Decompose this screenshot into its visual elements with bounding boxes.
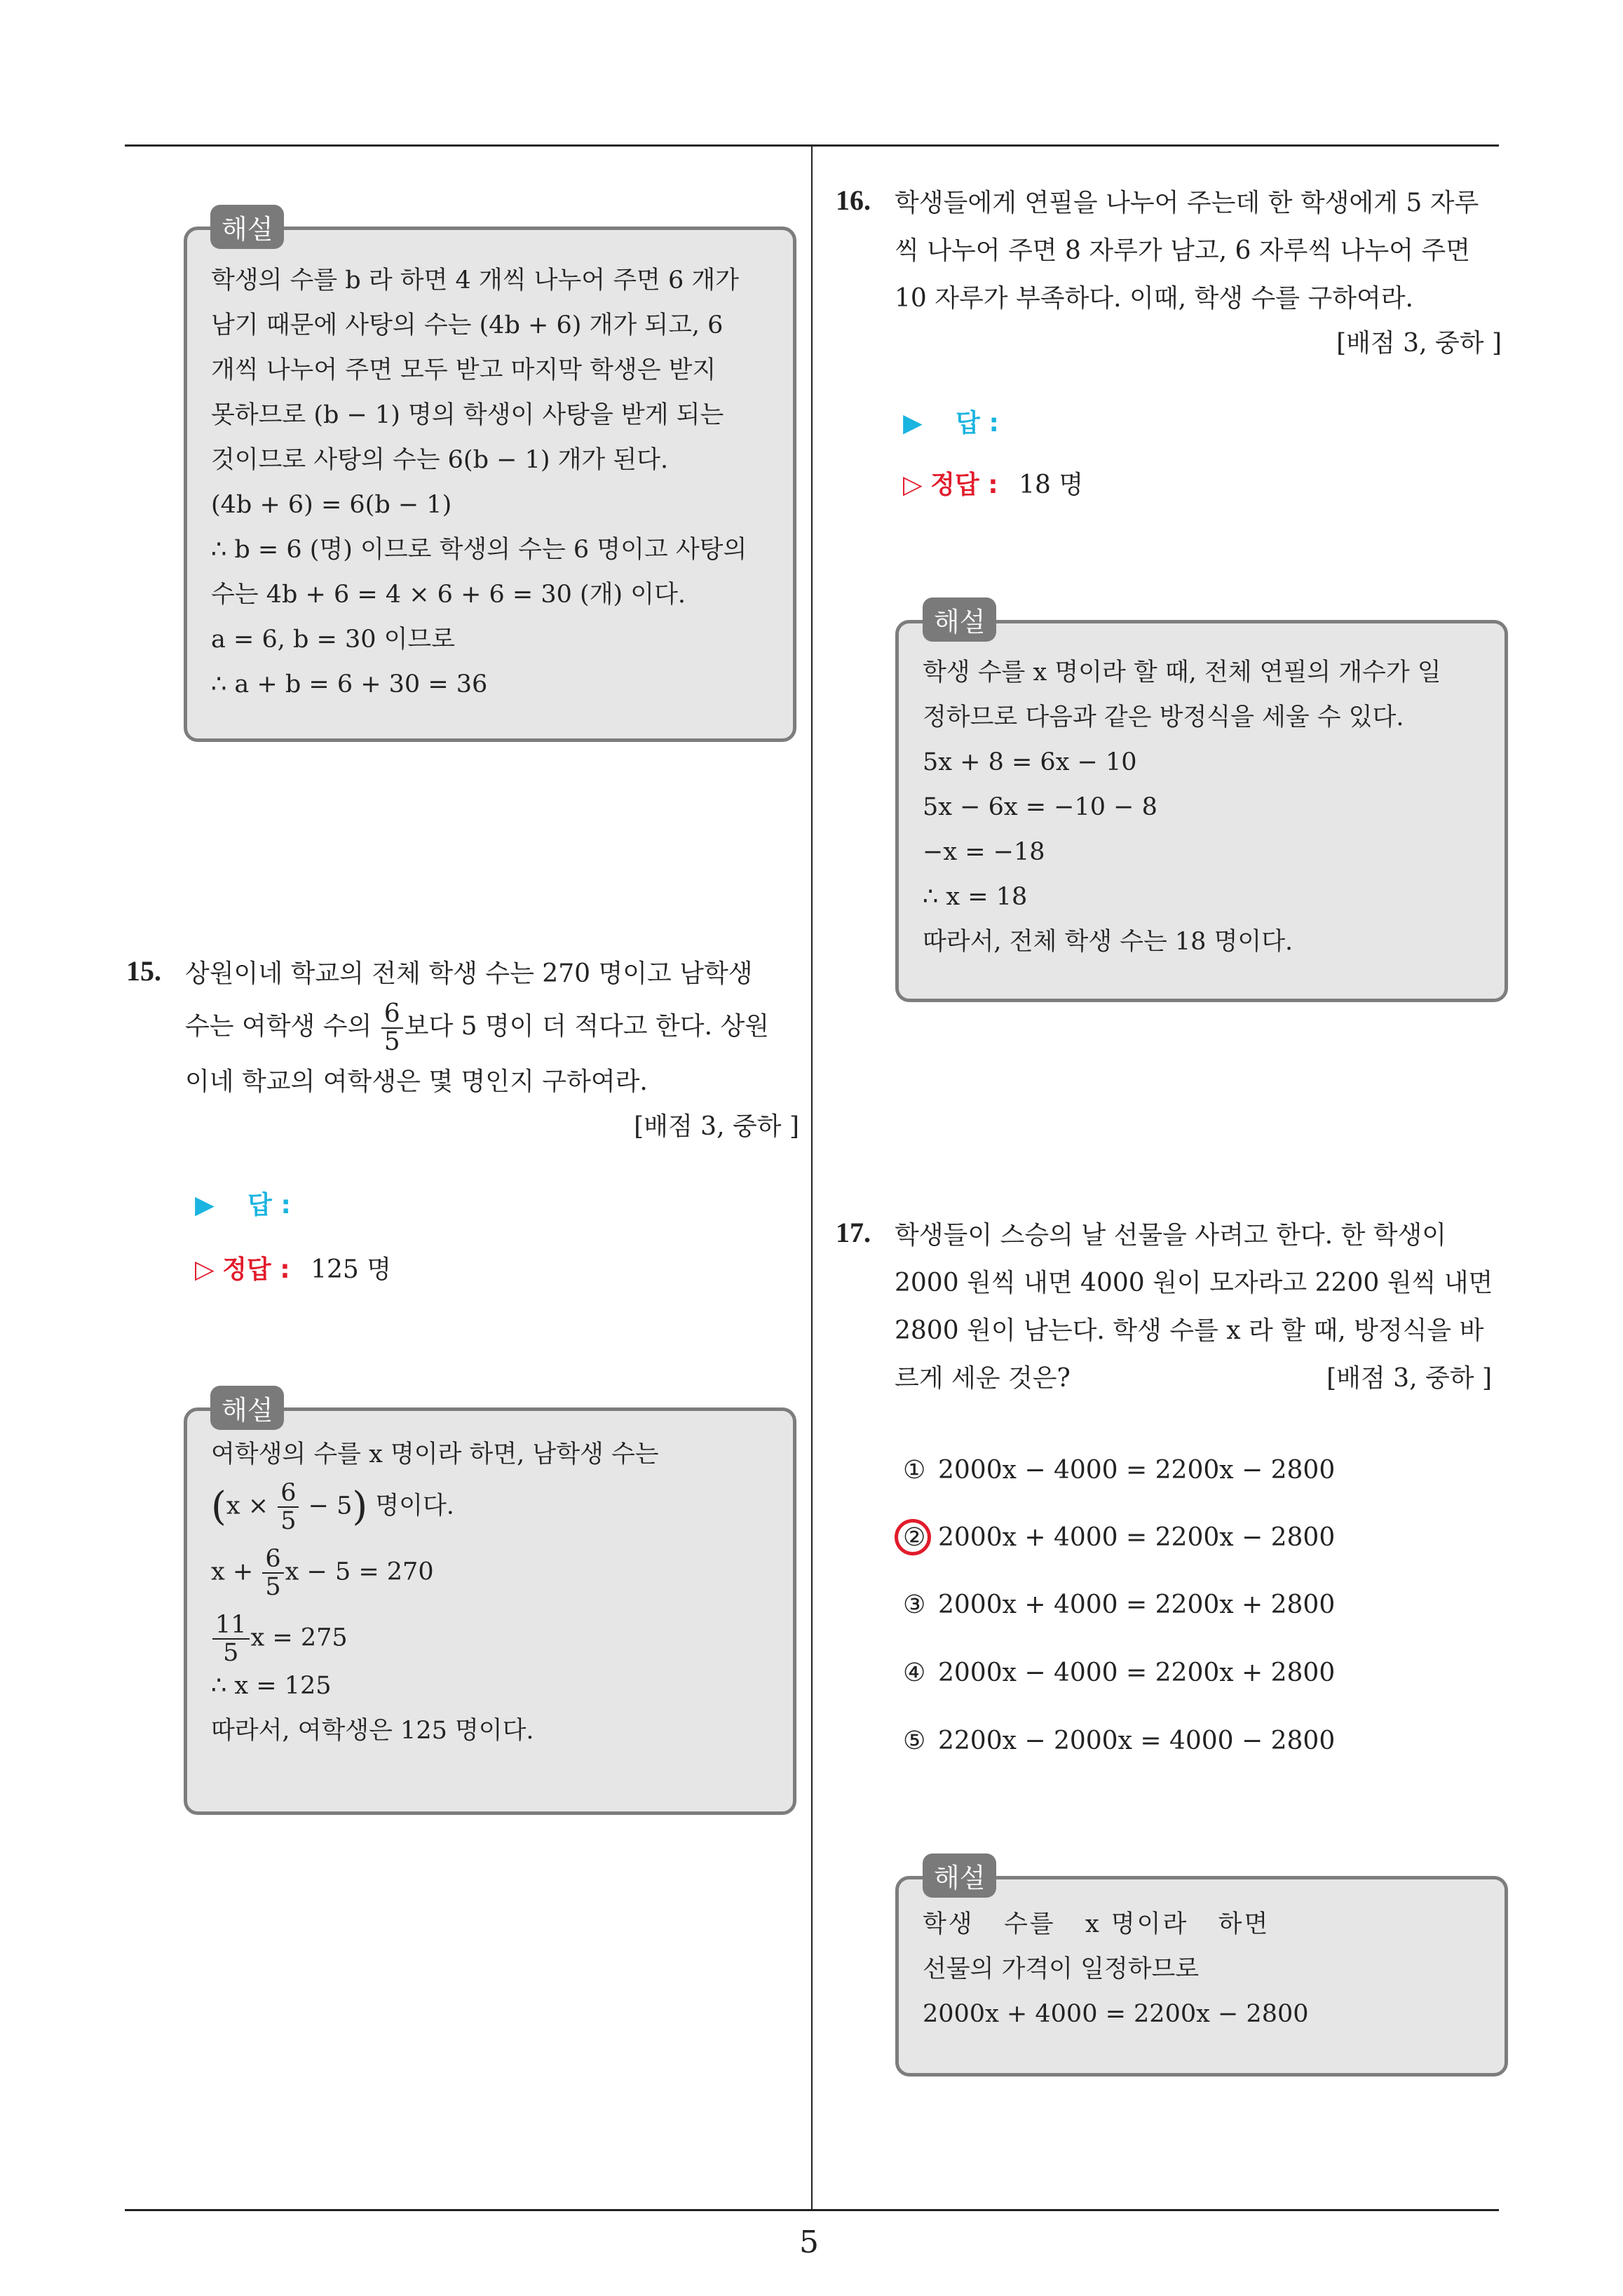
solution-line: ∴ x = 125 [211, 1672, 332, 1700]
solution-line: ∴ x = 18 [923, 883, 1028, 911]
correct-label: 정답 : [930, 471, 998, 499]
solution-box-15 [184, 1407, 796, 1815]
solution-line: 학생의 수를 b 라 하면 4 개씩 나누어 주면 6 개가 [211, 266, 739, 295]
option-5[interactable]: ⑤ 2200x − 2000x = 4000 − 2800 [903, 1727, 1336, 1755]
solution-line: 남기 때문에 사탕의 수는 (4b + 6) 개가 되고, 6 [211, 311, 724, 339]
solution-line: 개씩 나누어 주면 모두 받고 마지막 학생은 받지 [211, 356, 717, 384]
solution-line: 정하므로 다음과 같은 방정식을 세울 수 있다. [923, 703, 1404, 731]
solution-line: 2000x + 4000 = 2200x − 2800 [923, 2000, 1309, 2028]
correct-row-15 [195, 1250, 391, 1285]
solution-line: 못하므로 (b − 1) 명의 학생이 사탕을 받게 되는 [211, 401, 724, 429]
solution-line: 선물의 가격이 일정하므로 [923, 1955, 1200, 1983]
question-text: 씩 나누어 주면 8 자루가 남고, 6 자루씩 나누어 주면 [895, 236, 1470, 265]
question-text: 2800 원이 남는다. 학생 수를 x 라 할 때, 방정식을 바 [895, 1316, 1484, 1345]
question-text: 10 자루가 부족하다. 이때, 학생 수를 구하여라. [895, 284, 1413, 313]
question-text: 2000 원씩 내면 4000 원이 모자라고 2200 원씩 내면 [895, 1269, 1493, 1297]
fraction: $\frac{6}{5}$ [381, 1001, 403, 1055]
question-number: 15. [126, 955, 161, 987]
solution-line: 학생 수를 x 명이라 할 때, 전체 연필의 개수가 일 [923, 659, 1441, 687]
answer-label: 답 : [956, 409, 999, 438]
answer-arrow-icon: ▶ [195, 1191, 215, 1220]
solution-line: ∴ a + b = 6 + 30 = 36 [211, 670, 488, 698]
correct-row-16 [903, 465, 1083, 501]
solution-label: 해설 [210, 1386, 284, 1430]
answer-arrow-icon: ▶ [903, 409, 923, 438]
answer-row-16 [903, 403, 999, 439]
bottom-rule [125, 2209, 1499, 2211]
selected-option-mark-icon [895, 1519, 931, 1555]
option-4[interactable]: ④ 2000x − 4000 = 2200x + 2800 [903, 1659, 1336, 1687]
solution-box-16 [895, 620, 1508, 1002]
correct-value: 125 명 [311, 1255, 392, 1284]
solution-line: (x × $\frac{6}{5}$ − 5) 명이다. [211, 1479, 454, 1535]
question-meta: [배점 3, 중하 ] [1326, 1364, 1492, 1393]
question-meta: [배점 3, 중하 ] [1336, 329, 1502, 358]
answer-row-15 [195, 1185, 291, 1221]
question-text: 수는 여학생 수의 $\frac{6}{5}$ 보다 5 명이 더 적다고 한다. 상원 [185, 999, 770, 1056]
correct-label: 정답 : [222, 1255, 290, 1284]
solution-line: 여학생의 수를 x 명이라 하면, 남학생 수는 [211, 1440, 659, 1468]
solution-line: 수는 4b + 6 = 4 × 6 + 6 = 30 (개) 이다. [211, 581, 686, 609]
correct-arrow-icon: ▷ [903, 471, 923, 499]
solution-line: a = 6, b = 30 이므로 [211, 626, 456, 654]
solution-box-17 [895, 1876, 1508, 2076]
solution-line: ∴ b = 6 (명) 이므로 학생의 수는 6 명이고 사탕의 [211, 536, 747, 564]
solution-line: 것이므로 사탕의 수는 6(b − 1) 개가 된다. [211, 446, 669, 474]
correct-arrow-icon: ▷ [195, 1255, 215, 1284]
question-meta: [배점 3, 중하 ] [634, 1112, 799, 1141]
solution-label: 해설 [923, 1853, 996, 1898]
solution-box-14 [184, 227, 796, 742]
question-number: 17. [836, 1217, 871, 1248]
question-text: 학생들에게 연필을 나누어 주는데 한 학생에게 5 자루 [895, 189, 1479, 217]
solution-label: 해설 [210, 205, 284, 249]
solution-line: 5x − 6x = −10 − 8 [923, 793, 1157, 821]
question-text: 상원이네 학교의 전체 학생 수는 270 명이고 남학생 [185, 959, 753, 988]
solution-label: 해설 [923, 597, 996, 642]
correct-value: 18 명 [1019, 471, 1084, 499]
solution-line: $\frac{11}{5}$ x = 275 [211, 1612, 659, 1666]
question-text: 르게 세운 것은? [배점 3, 중하 ] [895, 1355, 1502, 1403]
option-3[interactable]: ③ 2000x + 4000 = 2200x + 2800 [903, 1591, 1336, 1619]
option-1[interactable]: ① 2000x − 4000 = 2200x − 2800 [903, 1456, 1336, 1485]
column-divider [811, 144, 813, 2210]
solution-line: 따라서, 여학생은 125 명이다. [211, 1717, 534, 1745]
question-text: 학생들이 스승의 날 선물을 사려고 한다. 한 학생이 [895, 1221, 1447, 1250]
solution-line: 따라서, 전체 학생 수는 18 명이다. [923, 928, 1293, 956]
question-text: 이네 학교의 여학생은 몇 명인지 구하여라. [185, 1067, 648, 1096]
solution-line: (4b + 6) = 6(b − 1) [211, 491, 452, 519]
answer-label: 답 : [247, 1191, 291, 1220]
solution-line: 5x + 8 = 6x − 10 [923, 748, 1137, 776]
solution-line: x + $\frac{6}{5}$ x − 5 = 270 [211, 1545, 434, 1601]
option-2[interactable]: ② 2000x + 4000 = 2200x − 2800 [903, 1523, 1336, 1552]
question-number: 16. [836, 184, 871, 216]
page-number: 5 [799, 2224, 819, 2260]
solution-line: −x = −18 [923, 838, 1045, 866]
solution-line: 학생 수를 x 명이라 하면 [923, 1910, 1270, 1938]
